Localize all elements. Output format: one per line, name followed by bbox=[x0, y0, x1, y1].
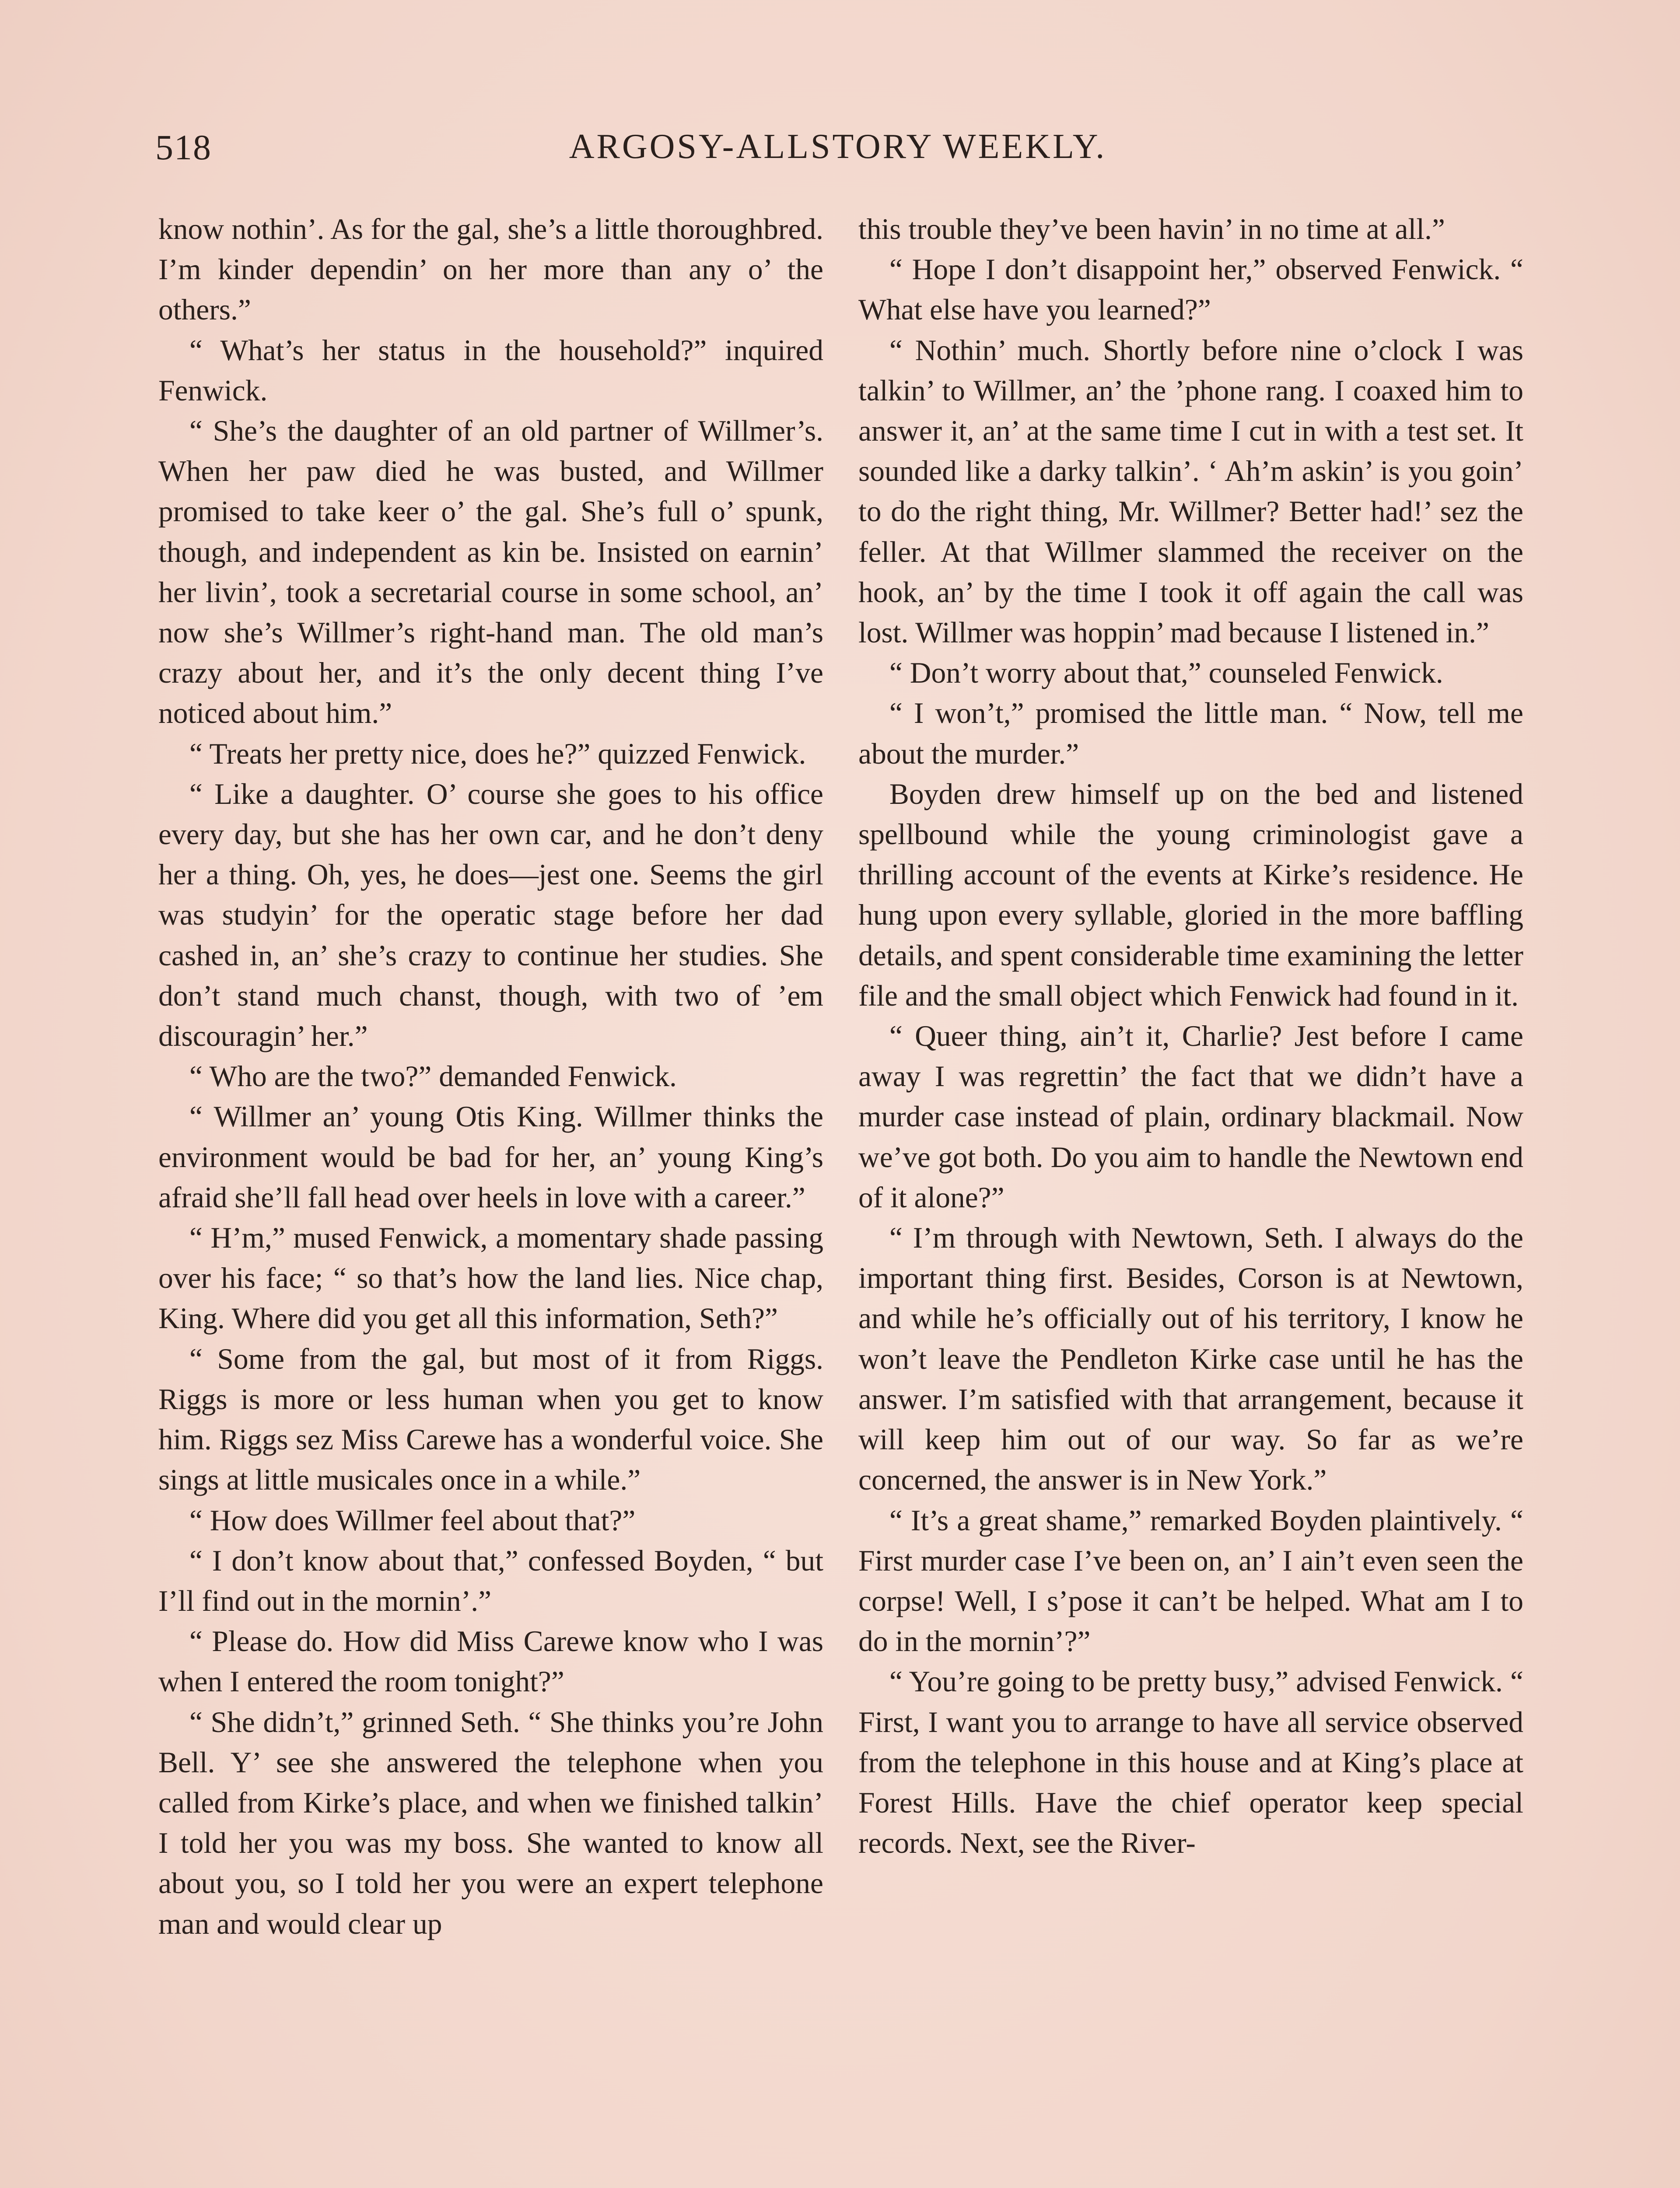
paragraph: “ Hope I don’t disappoint her,” observed Fenwick. “ What else have you learned?” bbox=[858, 253, 1523, 326]
paragraph: Boyden drew himself up on the bed and listened spellbound while the young criminologist gave a thrilling account of the events at Kirke’s residence. He hung upon every syllable, gloried in the more baffling details, and spent considerable time examining the letter file and the small object which Fenwick had found in it. bbox=[858, 777, 1523, 1012]
right-column bbox=[858, 209, 1523, 1863]
paragraph: “ She didn’t,” grinned Seth. “ She thinks you’re John Bell. Y’ see she answered the telephone when you called from Kirke’s place, and when we finished talkin’ I told her you was my boss. She wanted to know all about you, so I told her you were an expert telephone man and would clear up bbox=[158, 1705, 823, 1940]
paragraph: “ Like a daughter. O’ course she goes to his office every day, but she has her own car, and he don’t deny her a thing. Oh, yes, he does—jest one. Seems the girl was studyin’ for the operatic stage before her dad cashed in, an’ she’s crazy to continue her studies. She don’t stand much chanst, though, with two of ’em discouragin’ her.” bbox=[158, 777, 823, 1053]
paragraph: “ H’m,” mused Fenwick, a momentary shade passing over his face; “ so that’s how the land lies. Nice chap, King. Where did you get all this information, Seth?” bbox=[158, 1221, 823, 1335]
paragraph: “ It’s a great shame,” remarked Boyden plaintively. “ First murder case I’ve been on, an’ I ain’t even seen the corpse! Well, I s’pose it can’t be helped. What am I to do in the mornin’?” bbox=[858, 1504, 1523, 1658]
running-title: ARGOSY-ALLSTORY WEEKLY. bbox=[569, 127, 1107, 166]
paragraph: “ Some from the gal, but most of it from Riggs. Riggs is more or less human when you get to know him. Riggs sez Miss Carewe has a wonderful voice. She sings at little musicales once in a while.” bbox=[158, 1342, 823, 1497]
left-column bbox=[158, 209, 823, 1944]
paragraph: know nothin’. As for the gal, she’s a little thoroughbred. I’m kinder dependin’ on her more than any o’ the others.” bbox=[158, 213, 823, 326]
paragraph: “ What’s her status in the household?” inquired Fenwick. bbox=[158, 333, 823, 407]
paragraph: “ Nothin’ much. Shortly before nine o’clock I was talkin’ to Willmer, an’ the ’phone rang. I coaxed him to answer it, an’ at the same time I cut in with a test set. It sounded like a darky talkin’. ‘ Ah’m askin’ is you goin’ to do the right thing, Mr. Willmer? Better had!’ sez the feller. At that Willmer slammed the receiver on the hook, an’ by the time I took it off again the call was lost. Willmer was hoppin’ mad because I listened in.” bbox=[858, 333, 1523, 649]
paragraph: “ Queer thing, ain’t it, Charlie? Jest before I came away I was regrettin’ the fact that we didn’t have a murder case instead of plain, ordinary blackmail. Now we’ve got both. Do you aim to handle the Newtown end of it alone?” bbox=[858, 1020, 1523, 1214]
paragraph: “ Who are the two?” demanded Fenwick. bbox=[189, 1060, 677, 1093]
paragraph: “ Treats her pretty nice, does he?” quizzed Fenwick. bbox=[189, 737, 806, 770]
paragraph: “ I’m through with Newtown, Seth. I always do the important thing first. Besides, Corson is at Newtown, and while he’s officially out of his territory, I know he won’t leave the Pendleton Kirke case until he has the answer. I’m satisfied with that arrangement, because it will keep him out of our way. So far as we’re concerned, the answer is in New York.” bbox=[858, 1221, 1523, 1497]
paragraph: “ Don’t worry about that,” counseled Fenwick. bbox=[889, 656, 1443, 690]
paragraph: “ Willmer an’ young Otis King. Willmer thinks the environment would be bad for her, an’ young King’s afraid she’ll fall head over heels in love with a career.” bbox=[158, 1100, 823, 1214]
paragraph: “ I don’t know about that,” confessed Boyden, “ but I’ll find out in the mornin’.” bbox=[158, 1544, 823, 1617]
paragraph: “ How does Willmer feel about that?” bbox=[189, 1504, 636, 1537]
page-number: 518 bbox=[155, 127, 212, 167]
paragraph: “ Please do. How did Miss Carewe know who I was when I entered the room tonight?” bbox=[158, 1625, 823, 1698]
page-header bbox=[155, 127, 1520, 175]
paragraph: “ You’re going to be pretty busy,” advised Fenwick. “ First, I want you to arrange to have all service observed from the telephone in this house and at King’s place at Forest Hills. Have the chief operator keep special records. Next, see the River- bbox=[858, 1665, 1523, 1860]
paragraph: “ She’s the daughter of an old partner of Willmer’s. When her paw died he was busted, and Willmer promised to take keer o’ the gal. She’s full o’ spunk, though, and independent as kin be. Insisted on earnin’ her livin’, took a secretarial course in some school, an’ now she’s Willmer’s right-hand man. The old man’s crazy about her, and it’s the only decent thing I’ve noticed about him.” bbox=[158, 414, 823, 730]
paragraph: “ I won’t,” promised the little man. “ Now, tell me about the murder.” bbox=[858, 697, 1523, 770]
paragraph: this trouble they’ve been havin’ in no time at all.” bbox=[858, 213, 1445, 245]
